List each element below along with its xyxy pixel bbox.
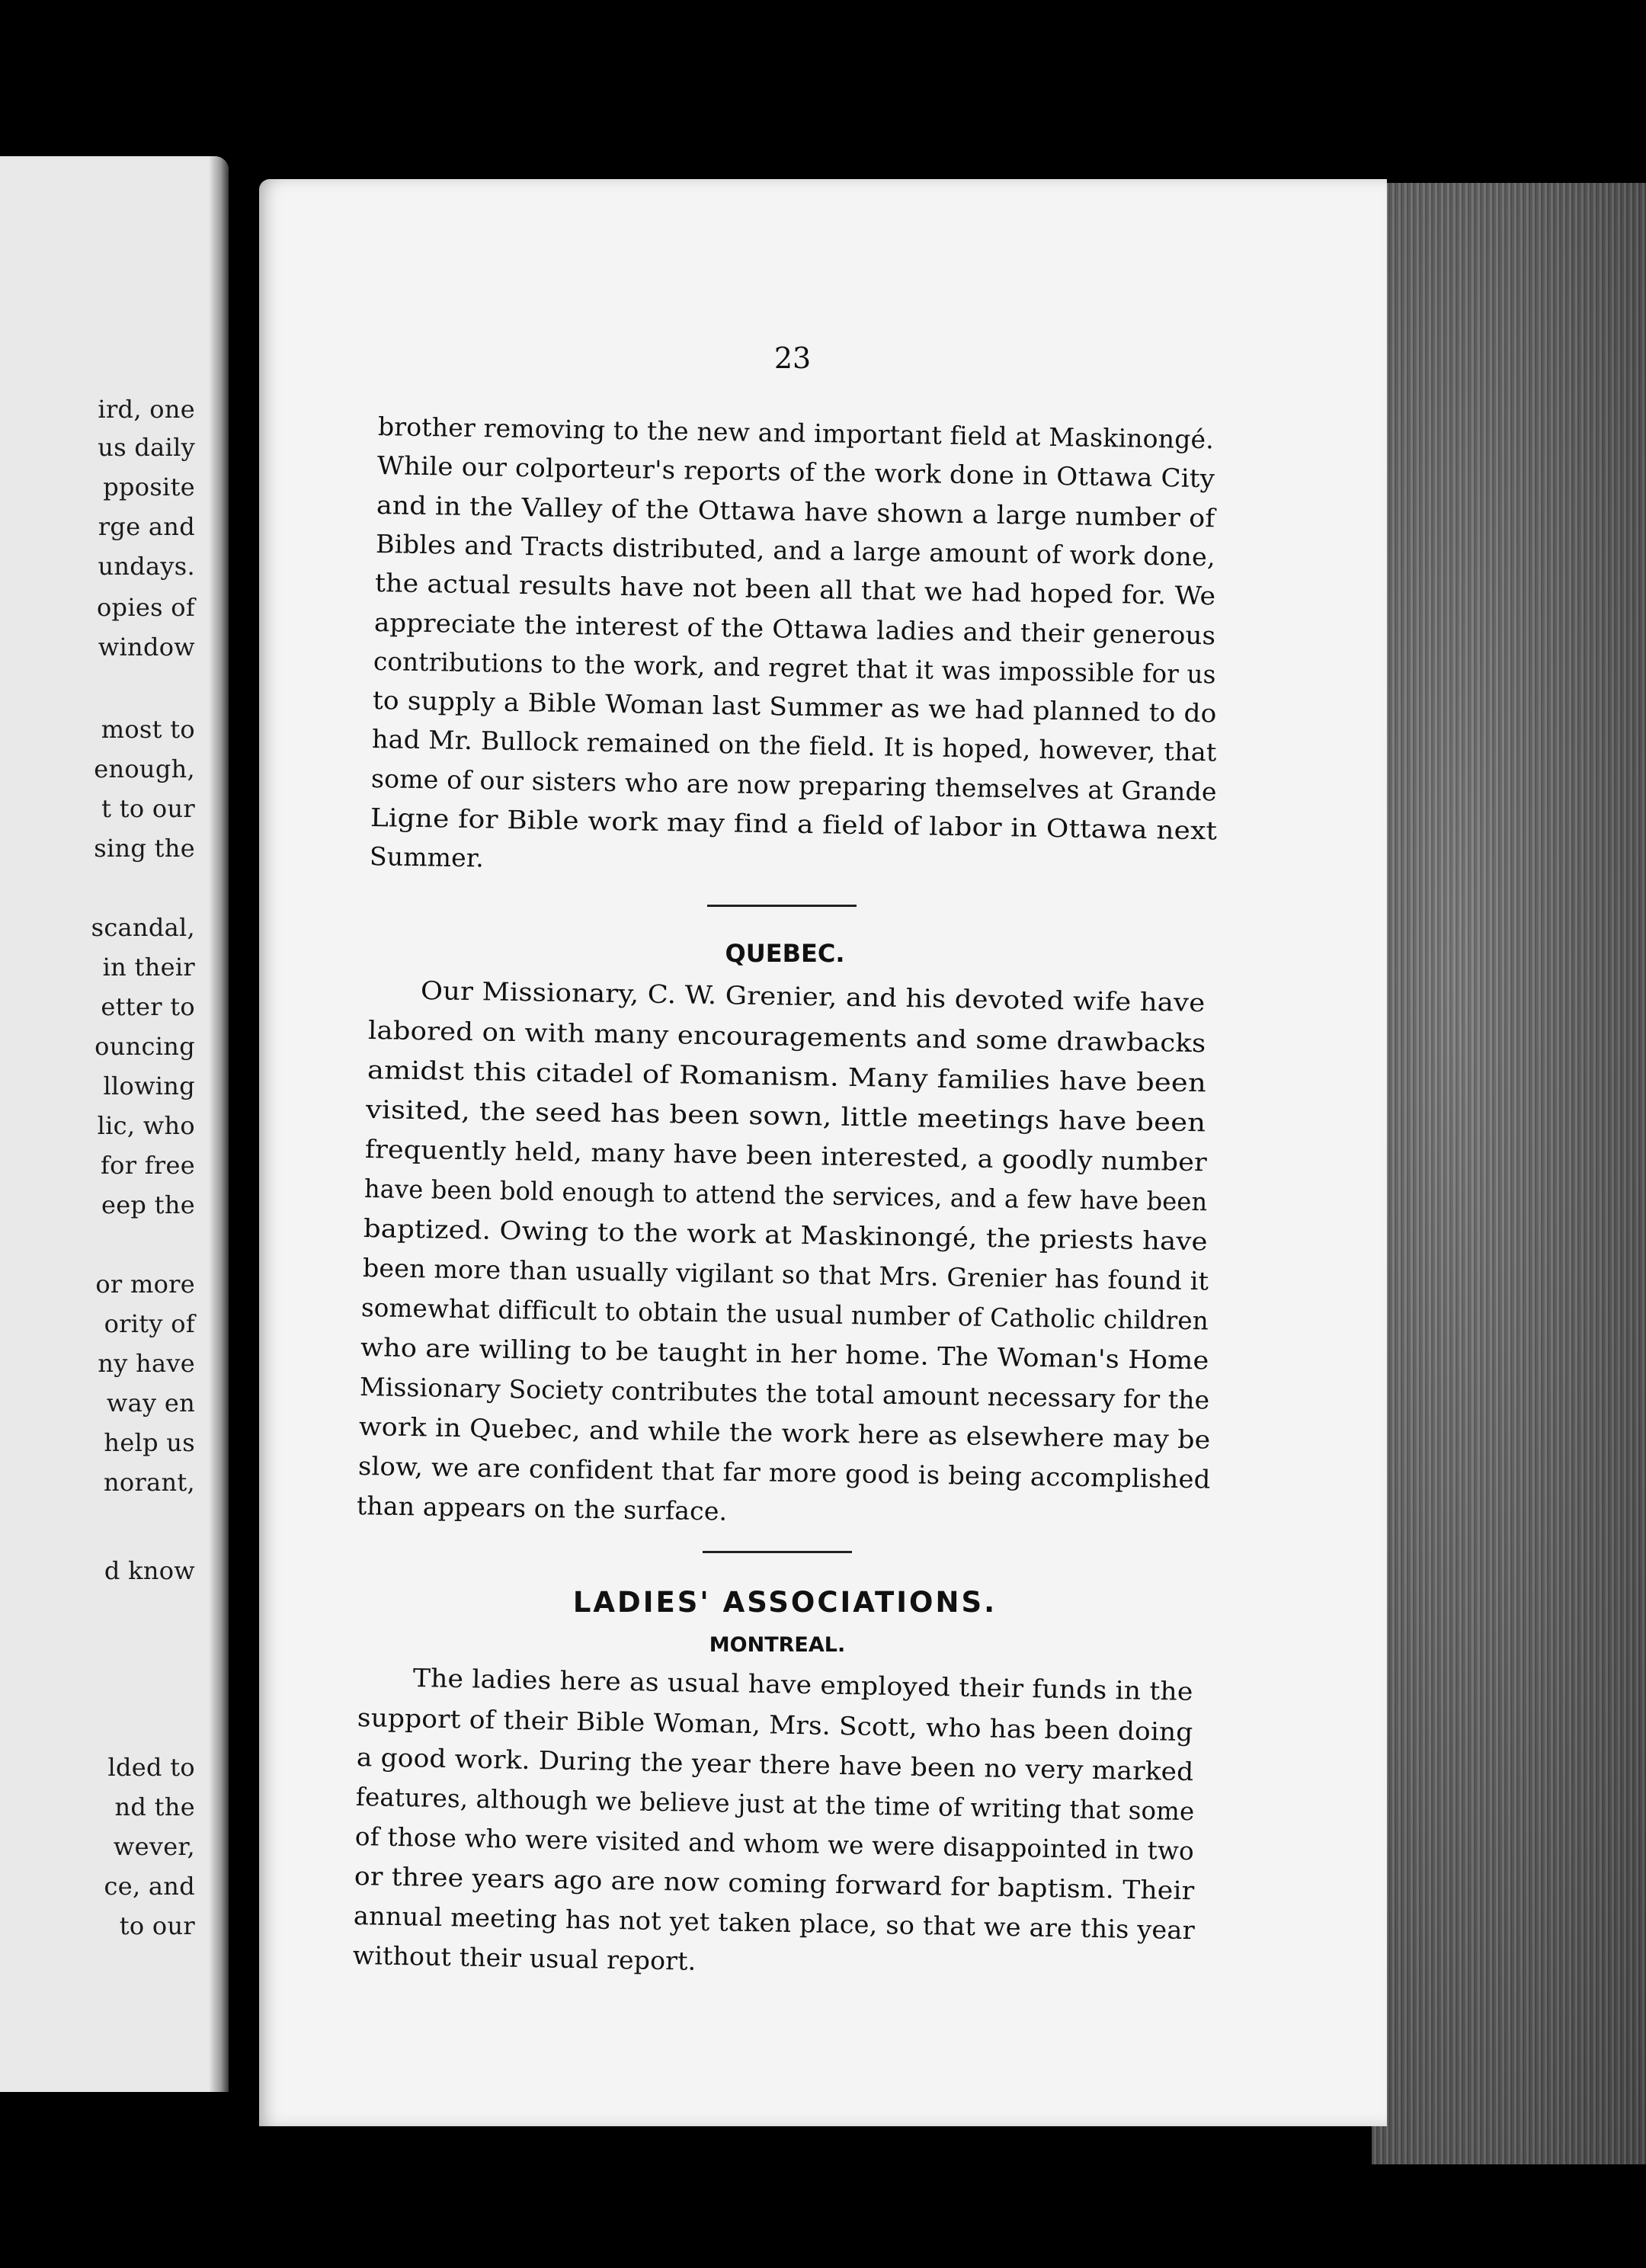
paragraph1-line: appreciate the interest of the Ottawa ladies and their generous (373, 607, 1216, 650)
left-page-text-fragment: d know (104, 1556, 195, 1585)
paragraph-montreal-line: features, although we believe just at the time of writing that some (355, 1782, 1195, 1827)
paragraph-quebec-line: work in Quebec, and while the work here as elsewhere may be (358, 1411, 1211, 1455)
left-page-text-fragment: for free (101, 1151, 195, 1180)
paragraph-quebec-line: than appears on the surface. (357, 1491, 728, 1526)
left-page-text-fragment: ird, one (98, 395, 195, 424)
paragraph-quebec-line: baptized. Owing to the work at Maskinongé, the priests have (363, 1213, 1208, 1257)
left-page-text-fragment: ce, and (104, 1872, 195, 1901)
page-number: 23 (773, 341, 812, 375)
left-page-text-fragment: most to (101, 715, 195, 744)
paragraph-quebec-line: have been bold enough to attend the services, and a few have been (363, 1174, 1208, 1217)
paragraph1-line: the actual results have not been all that we had hoped for. We (374, 568, 1216, 611)
left-page-text-fragment: undays. (98, 552, 195, 581)
paragraph-quebec-line: Missionary Society contributes the total amount necessary for the (359, 1372, 1210, 1415)
left-page-text-fragment: lic, who (97, 1111, 195, 1140)
left-page-text-fragment: ny have (98, 1349, 195, 1378)
paragraph1-line: Summer. (369, 841, 485, 873)
left-page-text-fragment: in their (102, 953, 195, 982)
paragraph-quebec-line: been more than usually vigilant so that Mrs. Grenier has found it (362, 1253, 1209, 1296)
left-page-text-fragment: opies of (96, 593, 195, 622)
left-page-text-fragment: rge and (98, 512, 195, 541)
heading-montreal: MONTREAL. (709, 1633, 846, 1657)
paragraph-montreal-line: a good work. During the year there have been no very marked (356, 1742, 1194, 1787)
left-page-gutter-shadow (209, 156, 229, 2092)
paragraph-montreal-line: annual meeting has not yet taken place, so that we are this year (353, 1901, 1196, 1946)
left-page-text-fragment: eep the (101, 1190, 195, 1219)
left-page-text-fragment: pposite (103, 472, 195, 501)
left-page-text-fragment: scandal, (91, 913, 195, 942)
left-page-text-fragment: us daily (98, 433, 195, 462)
paragraph-quebec-line: somewhat difficult to obtain the usual number of Catholic children (361, 1293, 1209, 1336)
left-page-text-fragment: ouncing (94, 1032, 195, 1061)
left-page-text-fragment: nd the (114, 1792, 195, 1821)
left-page-text-fragment: enough, (94, 754, 195, 783)
left-page-text-fragment: norant, (104, 1468, 195, 1497)
paragraph-quebec-line: who are willing to be taught in her home. The Woman's Home (360, 1332, 1210, 1376)
paragraph1-line: While our colporteur's reports of the work done in Ottawa City (376, 450, 1215, 494)
left-page-text-fragment: help us (104, 1428, 195, 1457)
left-page-text-fragment: to our (119, 1911, 195, 1940)
left-page-text-fragment: etter to (101, 992, 195, 1021)
paragraph1-line: to supply a Bible Woman last Summer as we had planned to do (372, 685, 1217, 729)
section-rule-quebec (707, 905, 857, 907)
heading-ladies-associations: LADIES' ASSOCIATIONS. (572, 1586, 998, 1619)
paragraph-montreal-line: without their usual report. (352, 1940, 697, 1976)
left-page-text-fragment: ority of (104, 1309, 195, 1338)
paragraph-quebec-line: slow, we are confident that far more good is being accomplished (357, 1451, 1211, 1494)
paragraph-quebec-line: visited, the seed has been sown, little meetings have been (366, 1094, 1207, 1138)
paragraph-quebec-line: frequently held, many have been interested, a goodly number (364, 1134, 1208, 1177)
paragraph-montreal-line: The ladies here as usual have employed their funds in the (412, 1663, 1193, 1706)
left-page-text-fragment: window (98, 633, 195, 662)
paragraph-montreal-line: or three years ago are now coming forward for baptism. Their (354, 1861, 1195, 1906)
left-page-text-fragment: lded to (107, 1753, 195, 1782)
left-page-text-fragment: way en (106, 1389, 195, 1418)
paragraph-montreal-line: support of their Bible Woman, Mrs. Scott, who has been doing (357, 1703, 1193, 1747)
paragraph1-line: brother removing to the new and important field at Maskinongé. (377, 412, 1215, 455)
left-page-text-fragment: llowing (103, 1072, 195, 1100)
left-page-text-fragment: or more (95, 1270, 195, 1299)
paragraph1-line: had Mr. Bullock remained on the field. It is hoped, however, that (371, 724, 1217, 767)
paragraph-quebec-line: amidst this citadel of Romanism. Many families have been (367, 1055, 1206, 1098)
left-facing-page (0, 156, 229, 2092)
paragraph1-line: contributions to the work, and regret that it was impossible for us (373, 645, 1216, 690)
left-page-text-fragment: sing the (94, 834, 195, 863)
left-page-text-fragment: wever, (113, 1832, 195, 1861)
left-page-text-fragment: t to our (101, 794, 195, 823)
section-rule-ladies (703, 1551, 852, 1553)
paragraph-quebec-line: Our Missionary, C. W. Grenier, and his devoted wife have (420, 975, 1206, 1018)
paragraph1-line: Ligne for Bible work may find a field of labor in Ottawa next (370, 802, 1218, 846)
paragraph-montreal-line: of those who were visited and whom we were disappointed in two (354, 1821, 1195, 1866)
paragraph1-line: Bibles and Tracts distributed, and a large amount of work done, (375, 528, 1216, 572)
book-page-edges (1372, 183, 1646, 2164)
heading-quebec: QUEBEC. (725, 939, 845, 968)
paragraph1-line: and in the Valley of the Ottawa have shown a large number of (376, 489, 1215, 533)
paragraph-quebec-line: labored on with many encouragements and some drawbacks (367, 1015, 1206, 1059)
paragraph1-line: some of our sisters who are now preparing themselves at Grande (370, 763, 1217, 807)
